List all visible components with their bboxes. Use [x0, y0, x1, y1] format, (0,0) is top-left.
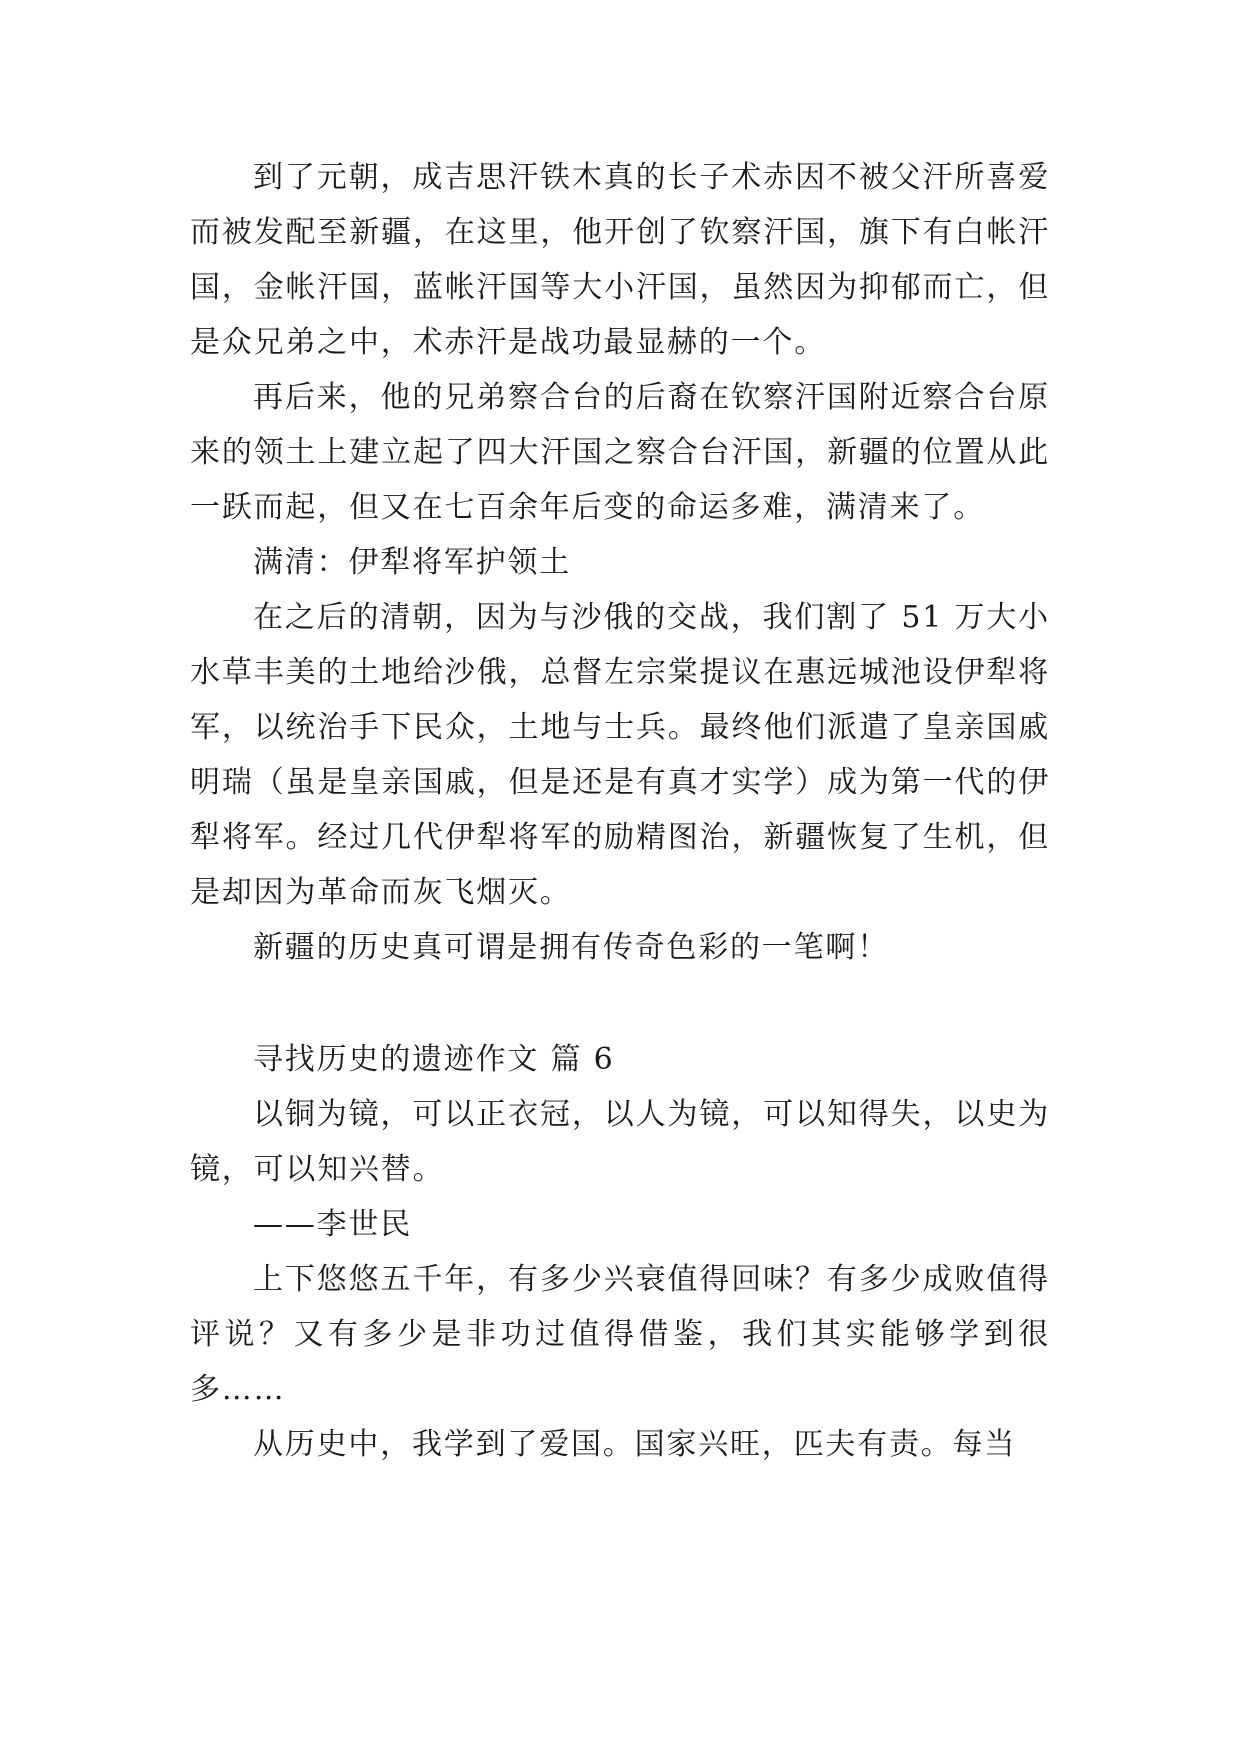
- document-page: [190, 150, 1050, 1472]
- quote-text: 以铜为镜，可以正衣冠，以人为镜，可以知得失，以史为镜，可以知兴替。: [190, 1097, 1050, 1187]
- paragraph-patriotism: 从历史中，我学到了爱国。国家兴旺，匹夫有责。每当: [253, 1427, 1017, 1462]
- paragraph-conclusion: 新疆的历史真可谓是拥有传奇色彩的一笔啊！: [253, 930, 889, 965]
- paragraph-yuan-dynasty: 到了元朝，成吉思汗铁木真的长子术赤因不被父汗所喜爱而被发配至新疆，在这里，他开创了钦察汗国，旗下有白帐汗国，金帐汗国，蓝帐汗国等大小汗国，虽然因为抑郁而亡，但是众兄弟之中，术赤汗是战功最显赫的一个。: [190, 160, 1050, 360]
- paragraph-chagatai: 再后来，他的兄弟察合台的后裔在钦察汗国附近察合台原来的领土上建立起了四大汗国之察合台汗国，新疆的位置从此一跃而起，但又在七百余年后变的命运多难，满清来了。: [190, 380, 1050, 525]
- paragraph-qing-dynasty: 在之后的清朝，因为与沙俄的交战，我们割了 51 万大小水草丰美的土地给沙俄，总督左宗棠提议在惠远城池设伊犁将军，以统治手下民众，土地与士兵。最终他们派遣了皇亲国戚明瑞（虽是皇亲国戚，但是还是有真才实学）成为第一代的伊犁将军。经过几代伊犁将军的励精图治，新疆恢复了生机，但是却因为革命而灰飞烟灭。: [190, 600, 1050, 910]
- quote-attribution: ——李世民: [253, 1207, 412, 1242]
- paragraph-history-lessons: 上下悠悠五千年，有多少兴衰值得回味？有多少成败值得评说？又有多少是非功过值得借鉴，我们其实能够学到很多……: [190, 1262, 1050, 1407]
- blank-line: [190, 975, 1050, 1032]
- section-heading-qing: 满清：伊犁将军护领土: [253, 545, 571, 580]
- article-title: 寻找历史的遗迹作文 篇 6: [253, 1042, 615, 1077]
